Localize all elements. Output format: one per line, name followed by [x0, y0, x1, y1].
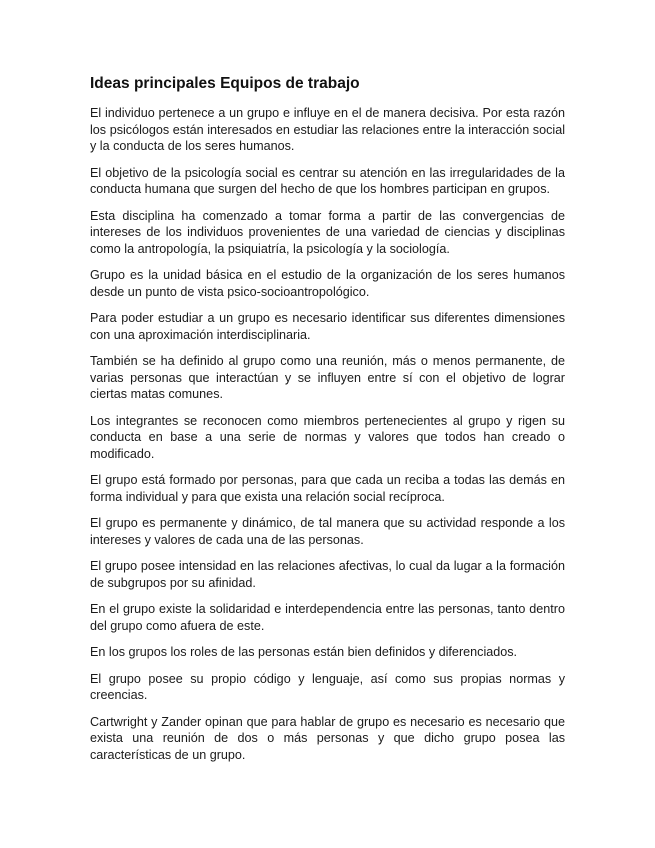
paragraph: El grupo posee su propio código y lenguaje, así como sus propias normas y creencias.: [90, 671, 565, 702]
paragraph: Los integrantes se reconocen como miembros pertenecientes al grupo y rigen su conducta en base a una serie de normas y valores que todos han creado o modificado.: [90, 413, 565, 461]
paragraph: Esta disciplina ha comenzado a tomar forma a partir de las convergencias de intereses de los individuos provenientes de una variedad de ciencias y disciplinas como la antropología, la psiquiatría, la psicología y la sociología.: [90, 208, 565, 256]
paragraph: También se ha definido al grupo como una reunión, más o menos permanente, de varias personas que interactúan y se influyen entre sí con el objetivo de lograr ciertas matas comunes.: [90, 354, 565, 401]
paragraph: Para poder estudiar a un grupo es necesario identificar sus diferentes dimensiones con una aproximación interdisciplinaria.: [90, 311, 565, 342]
paragraph: El objetivo de la psicología social es centrar su atención en las irregularidades de la conducta humana que surgen del hecho de que los hombres participan en grupos.: [90, 165, 565, 196]
paragraph: Grupo es la unidad básica en el estudio de la organización de los seres humanos desde un punto de vista psico-socioantropológico.: [90, 268, 565, 299]
paragraph: El grupo posee intensidad en las relaciones afectivas, lo cual da lugar a la formación de subgrupos por su afinidad.: [90, 559, 565, 590]
paragraph: El grupo es permanente y dinámico, de tal manera que su actividad responde a los intereses y valores de cada una de las personas.: [90, 516, 565, 547]
paragraph: En el grupo existe la solidaridad e interdependencia entre las personas, tanto dentro del grupo como afuera de este.: [90, 602, 565, 633]
paragraph: Cartwright y Zander opinan que para hablar de grupo es necesario es necesario que exista una reunión de dos o más personas y que dicho grupo posea las características de un grupo.: [90, 714, 565, 762]
paragraph: El individuo pertenece a un grupo e influye en el de manera decisiva. Por esta razón los psicólogos están interesados en estudiar las relaciones entre la interacción social y la conducta de los seres humanos.: [90, 106, 565, 153]
paragraph: En los grupos los roles de las personas están bien definidos y diferenciados.: [90, 645, 518, 659]
paragraph: El grupo está formado por personas, para que cada un reciba a todas las demás en forma individual y para que exista una relación social recíproca.: [90, 473, 565, 504]
document-page: [90, 74, 565, 773]
document-title: Ideas principales Equipos de trabajo: [90, 75, 360, 92]
